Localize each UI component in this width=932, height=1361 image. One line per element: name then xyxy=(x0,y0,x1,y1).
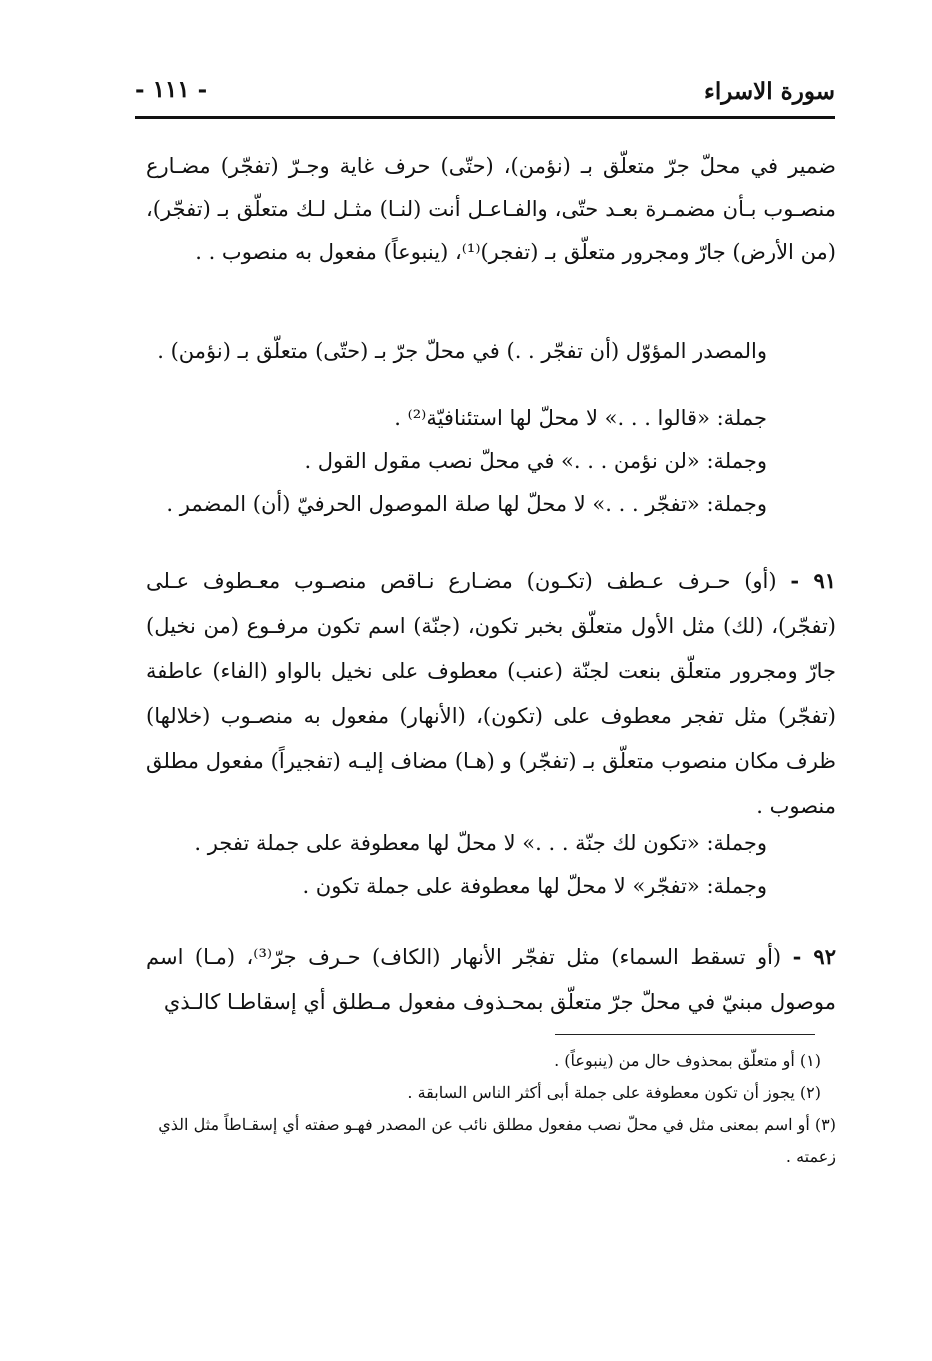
verse-number-92: ٩٢ - xyxy=(792,944,836,969)
footnotes xyxy=(146,1045,836,1173)
section-91-paragraph xyxy=(146,558,836,829)
masdar-note xyxy=(147,330,767,373)
section-1-paragraph xyxy=(146,145,836,274)
header-rule xyxy=(135,116,835,119)
section-91-jumal xyxy=(147,822,767,908)
footnote-1: (١) أو متعلّق بمحذوف حال من (ينبوعاً) . xyxy=(554,1051,821,1070)
footnote-2: (٢) يجوز أن تكون معطوفة على جملة أبى أكثر الناس السابقة . xyxy=(407,1083,821,1102)
jumla-line: وجملة: «لن نؤمن . . .» في محلّ نصب مقول القول . xyxy=(304,449,767,473)
section-91 xyxy=(146,558,836,829)
paragraph-text: (أو تسقط السماء) مثل تفجّر الأنهار (الكاف) حـرف جرّ⁽³⁾، (مـا) اسم موصول مبنيّ في محلّ جرّ متعلّق بمحـذوف مفعول مـطلق أي إسقاطـا كالـذي xyxy=(146,945,836,1014)
surah-title: سورة الاسراء xyxy=(704,78,835,105)
jumla-line: جملة: «قالوا . . .» لا محلّ لها استئنافيّة⁽²⁾ . xyxy=(394,406,767,430)
page-header xyxy=(135,70,835,118)
section-92 xyxy=(146,934,836,1025)
jumla-line: وجملة: «تفجّر . . .» لا محلّ لها صلة الموصول الحرفيّ (أن) المضمر . xyxy=(166,492,767,516)
jumla-line: وجملة: «تفجّر» لا محلّ لها معطوفة على جملة تكون . xyxy=(302,874,767,898)
footnote-3: (٣) أو اسم بمعنى مثل في محلّ نصب مفعول مطلق نائب عن المصدر فهـو صفته أي إسقـاطاً مثل الذي زعمته . xyxy=(158,1115,836,1166)
masdar-text: والمصدر المؤوّل (أن تفجّر . .) في محلّ جرّ بـ (حتّى) متعلّق بـ (نؤمن) . xyxy=(157,339,767,363)
footnote-separator xyxy=(555,1034,815,1035)
section-1-jumal xyxy=(147,397,767,526)
jumla-line: وجملة: «تكون لك جنّة . . .» لا محلّ لها معطوفة على جملة تفجر . xyxy=(194,831,767,855)
verse-number-91: ٩١ - xyxy=(790,568,836,593)
section-92-paragraph xyxy=(146,934,836,1025)
paragraph-text: (أو) حـرف عـطف (تكـون) مضـارع نـاقص منصـوب معـطوف عـلى (تفجّر)، (لك) مثل الأول متعلّق بخبر تكون، (جنّة) اسم تكون مرفـوع (من نخيل) جارّ ومجرور متعلّق بنعت لجنّة (عنب) معطوف على نخيل بالواو (الفاء) عاطفة (تفجّر) مثل تفجر معطوف على (تكون)، (الأنهار) مفعول به منصـوب (خلالها) ظرف مكان منصوب متعلّق بـ (تفجّر) و (هـا) مضاف إليـه (تفجيراً) مفعول مطلق منصوب . xyxy=(146,569,836,818)
paragraph-text: ضمير في محلّ جرّ متعلّق بـ (نؤمن)، (حتّى) حرف غاية وجـرّ (تفجّر) مضـارع منصـوب بـأن مضمـرة بعـد حتّى، والفـاعـل أنت (لنـا) مثـل لـك متعلّق بـ (تفجّر)، (من الأرض) جارّ ومجرور متعلّق بـ (تفجر)⁽¹⁾، (ينبوعاً) مفعول به منصوب . . xyxy=(146,154,836,264)
page-number: - ١١١ - xyxy=(135,76,208,103)
